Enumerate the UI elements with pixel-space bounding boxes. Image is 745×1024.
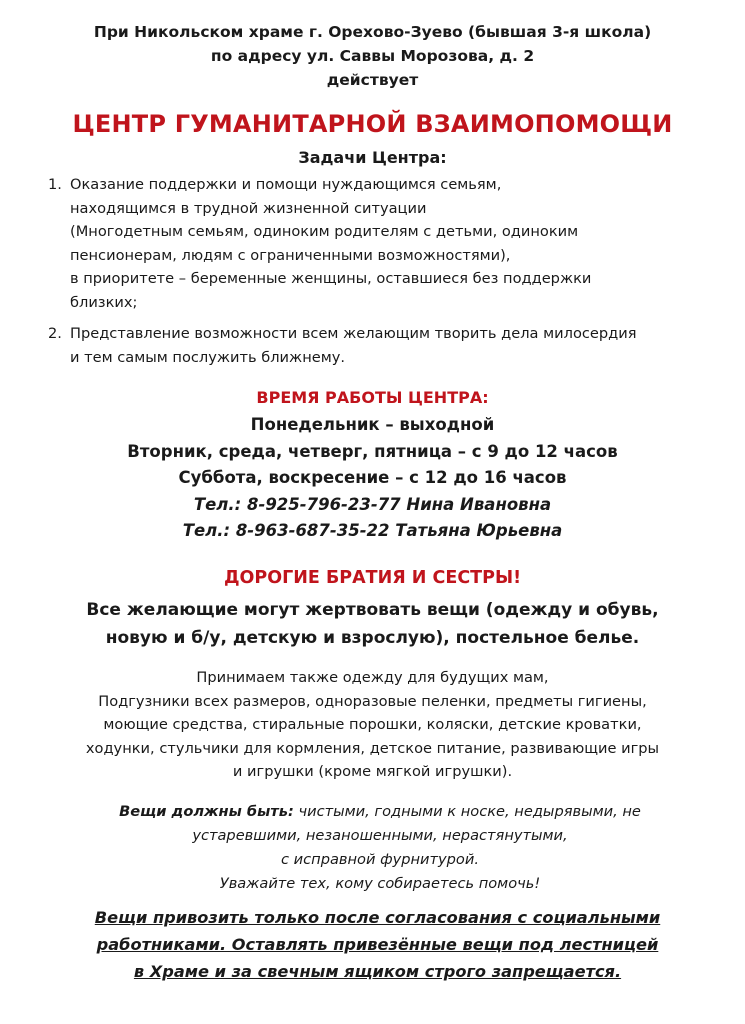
contact-phone-1: Тел.: 8-925-796-23-77 Нина Ивановна (193, 494, 552, 514)
conditions-line-1-rest: чистыми, годными к носке, недырявыми, не (293, 803, 641, 820)
task-item-1-number: 1. (48, 176, 62, 193)
warning-line-1: Вещи привозить только после согласования с социальными (94, 908, 661, 927)
appeal-text (20, 596, 725, 652)
accepted-items-line: и игрушки (кроме мягкой игрушки). (232, 763, 513, 780)
page-title: ЦЕНТР ГУМАНИТАРНОЙ ВЗАИМОПОМОЩИ (72, 110, 673, 138)
appeal-line-1: Все желающие могут жертвовать вещи (одежду и обувь, (86, 600, 659, 620)
accepted-items (20, 666, 725, 784)
task-item-2-line: и тем самым послужить ближнему. (70, 348, 345, 366)
conditions-lead: Вещи должны быть: (119, 803, 294, 820)
task-item-2-number: 2. (48, 325, 62, 342)
conditions-line-4: Уважайте тех, кому собираетесь помочь! (219, 875, 541, 892)
header-block (40, 20, 705, 92)
accepted-items-line: Подгузники всех размеров, одноразовые пеленки, предметы гигиены, (98, 692, 647, 710)
warning-block (50, 904, 705, 985)
contact-phone-2: Тел.: 8-963-687-35-22 Татьяна Юрьевна (182, 521, 563, 540)
task-item-2 (48, 322, 710, 369)
appeal-line-2: новую и б/у, детскую и взрослую), постельное белье. (105, 628, 640, 648)
hours-monday: Понедельник – выходной (250, 415, 495, 434)
header-line-3: действует (326, 71, 419, 89)
accepted-items-line: моющие средства, стиральные порошки, коляски, детские кроватки, (103, 716, 642, 733)
warning-line-3: в Храме и за свечным ящиком строго запрещается. (133, 962, 622, 981)
accepted-items-line: ходунки, стульчики для кормления, детское питание, развивающие игры (85, 739, 660, 757)
task-item-2-line: Представление возможности всем желающим творить дела милосердия (70, 325, 637, 342)
task-item-1 (48, 173, 710, 314)
conditions-line-1 (70, 800, 690, 824)
tasks-heading: Задачи Центра: (298, 148, 447, 167)
conditions-block (70, 800, 690, 896)
task-item-1-line: пенсионерам, людям с ограниченными возможностями), (70, 246, 511, 264)
conditions-line-2: устаревшими, незаношенными, нерастянутыми, (192, 827, 568, 844)
header-line-1: При Никольском храме г. Орехово-Зуево (бывшая 3-я школа) (93, 23, 652, 41)
task-item-1-line: (Многодетным семьям, одиноким родителям с детьми, одиноким (70, 223, 579, 240)
appeal-heading: ДОРОГИЕ БРАТИЯ И СЕСТРЫ! (223, 568, 522, 588)
hours-heading: ВРЕМЯ РАБОТЫ ЦЕНТРА: (256, 388, 489, 407)
task-item-1-line: находящимся в трудной жизненной ситуации (70, 199, 427, 217)
header-line-2: по адресу ул. Саввы Морозова, д. 2 (210, 47, 535, 65)
conditions-line-3: с исправной фурнитурой. (281, 851, 479, 868)
warning-line-2: работниками. Оставлять привезённые вещи под лестницей (96, 935, 659, 954)
task-item-1-line: Оказание поддержки и помощи нуждающимся семьям, (70, 176, 502, 193)
task-item-1-line: в приоритете – беременные женщины, оставшиеся без поддержки (70, 270, 592, 287)
hours-block (20, 412, 725, 545)
accepted-items-line: Принимаем также одежду для будущих мам, (196, 669, 549, 686)
hours-weekdays: Вторник, среда, четверг, пятница – с 9 до 12 часов (127, 441, 618, 461)
hours-weekend: Суббота, воскресение – с 12 до 16 часов (178, 468, 567, 487)
task-item-1-line: близких; (70, 293, 138, 311)
